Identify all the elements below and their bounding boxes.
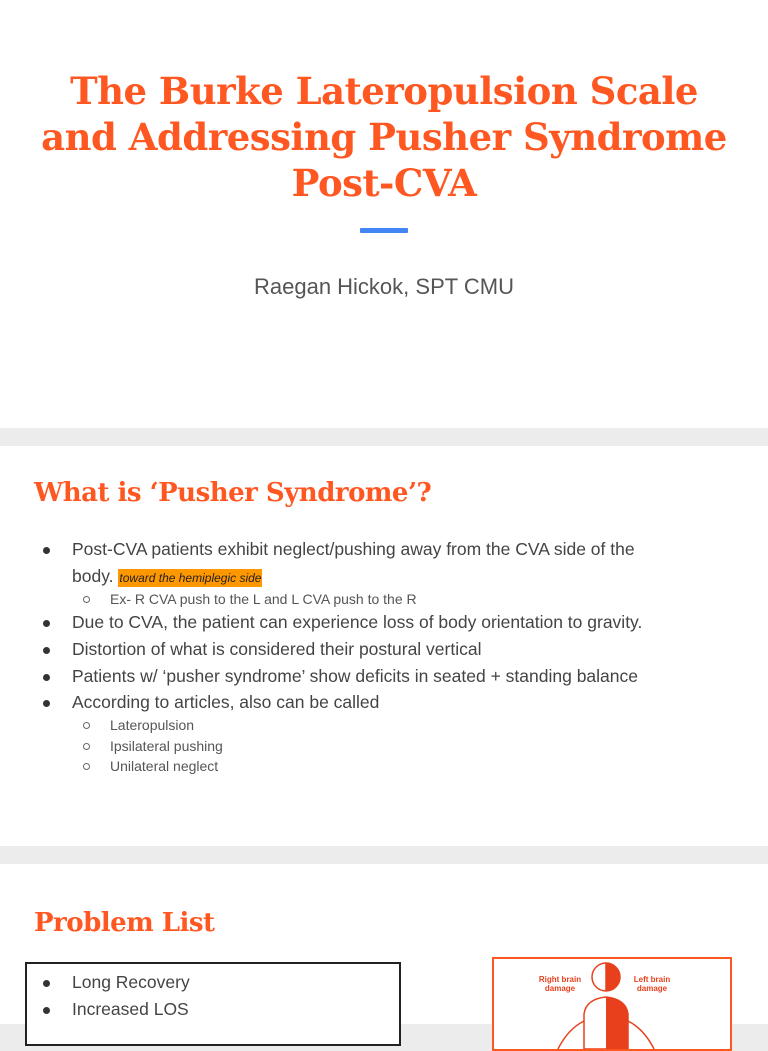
bullet-dot: [43, 547, 50, 554]
bullet-text: Patients w/ ‘pusher syndrome’ show deficits in seated + standing balance: [72, 666, 638, 686]
title-slide: [0, 0, 768, 428]
figure-label-right-brain: Right brain damage: [538, 975, 582, 993]
bullet-text: Post-CVA patients exhibit neglect/pushing away from the CVA side of the: [72, 539, 635, 559]
bullet-dot: [43, 1007, 50, 1014]
sub-bullet-text: Ipsilateral pushing: [110, 738, 223, 754]
sub-bullet-ring: [83, 722, 90, 729]
bullet-text-end: body.: [72, 566, 114, 586]
bullet-dot: [43, 700, 50, 707]
problem-list-box: [25, 962, 401, 1046]
sub-bullet-text: Ex- R CVA push to the L and L CVA push to the R: [110, 591, 417, 607]
problem-text: Increased LOS: [72, 999, 189, 1019]
problem-list-slide: [0, 864, 768, 1024]
bullet-dot: [43, 674, 50, 681]
bullet-dot: [43, 620, 50, 627]
sub-bullet-text: Lateropulsion: [110, 717, 195, 733]
title-line-1: The Burke Lateropulsion Scale: [70, 69, 698, 113]
bullet-text: Distortion of what is considered their postural vertical: [72, 639, 482, 659]
bullet-dot: [43, 980, 50, 987]
figure-label-left-brain: Left brain damage: [633, 975, 671, 993]
brain-damage-figure: [492, 957, 732, 1051]
sub-bullet-text: Unilateral neglect: [110, 758, 219, 774]
definition-slide: [0, 446, 768, 846]
bullet-text-continuation: [72, 566, 262, 587]
highlighted-annotation: toward the hemiplegic side: [119, 571, 262, 585]
bullet-text: Due to CVA, the patient can experience loss of body orientation to gravity.: [72, 612, 643, 632]
bullet-dot: [43, 647, 50, 654]
slide-heading: What is ‘Pusher Syndrome’?: [34, 478, 432, 508]
head-body-illustration: [494, 959, 730, 1049]
bullet-text: According to articles, also can be called: [72, 692, 380, 712]
problem-text: Long Recovery: [72, 972, 190, 992]
sub-bullet-ring: [83, 596, 90, 603]
sub-bullet-ring: [83, 763, 90, 770]
title-line-3: Post-CVA: [291, 161, 477, 205]
title-accent-bar: [360, 228, 408, 233]
author-name: Raegan Hickok, SPT CMU: [253, 274, 514, 299]
title-line-2: and Addressing Pusher Syndrome: [41, 115, 727, 159]
slide-heading: Problem List: [34, 908, 215, 938]
sub-bullet-ring: [83, 743, 90, 750]
presentation-title: [0, 68, 768, 206]
